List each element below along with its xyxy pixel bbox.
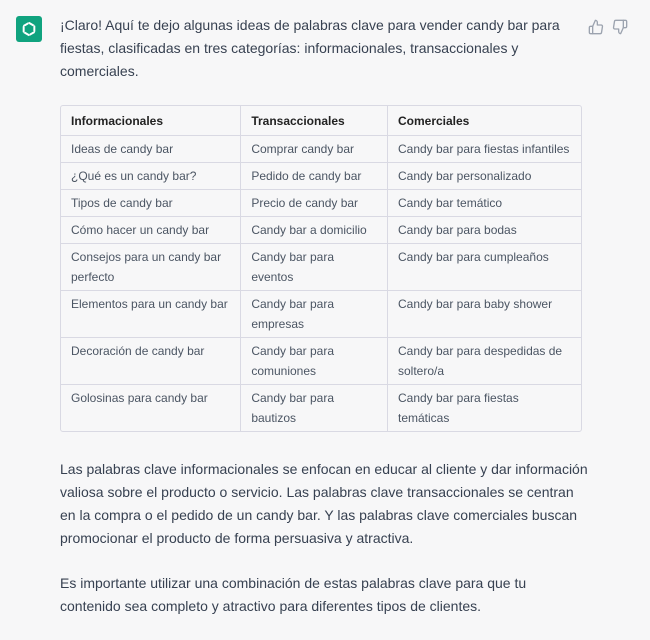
table-cell: Candy bar temático: [388, 190, 581, 217]
table-cell: Candy bar para despedidas de soltero/a: [388, 338, 581, 385]
table-cell: Candy bar para bodas: [388, 217, 581, 244]
table-row: [61, 136, 581, 163]
table-row: [61, 163, 581, 190]
table-cell: Elementos para un candy bar: [61, 291, 241, 338]
thumbs-down-icon[interactable]: [612, 19, 628, 35]
table-cell: Ideas de candy bar: [61, 136, 241, 163]
table-header: Comerciales: [388, 106, 581, 136]
table-cell: Candy bar personalizado: [388, 163, 581, 190]
table-cell: ¿Qué es un candy bar?: [61, 163, 241, 190]
table-cell: Candy bar para fiestas infantiles: [388, 136, 581, 163]
table-cell: Candy bar para cumpleaños: [388, 244, 581, 291]
table-row: [61, 291, 581, 338]
message-paragraph-2: Es importante utilizar una combinación de estas palabras clave para que tu contenido sea completo y atractivo para diferentes tipos de clientes.: [60, 575, 527, 614]
table-cell: Candy bar para eventos: [241, 244, 388, 291]
table-cell: Consejos para un candy bar perfecto: [61, 244, 241, 291]
table-row: [61, 190, 581, 217]
table-row: [61, 338, 581, 385]
feedback-buttons: [588, 19, 628, 35]
table-cell: Candy bar a domicilio: [241, 217, 388, 244]
message-intro: ¡Claro! Aquí te dejo algunas ideas de palabras clave para vender candy bar para fiestas, clasificadas en tres categorías: informacionales, transaccionales y comerciales.: [60, 17, 560, 79]
table-cell: Candy bar para fiestas temáticas: [397, 391, 519, 425]
table-cell: Pedido de candy bar: [241, 163, 388, 190]
table-row: [61, 385, 581, 431]
table-row: [61, 244, 581, 291]
assistant-avatar: [16, 16, 42, 42]
table-header-row: [61, 106, 581, 136]
table-row: [61, 217, 581, 244]
table-cell: Candy bar para baby shower: [388, 291, 581, 338]
table-cell: Candy bar para comuniones: [241, 338, 388, 385]
table-cell: Precio de candy bar: [241, 190, 388, 217]
keywords-table: [60, 105, 582, 432]
assistant-message: [60, 14, 590, 640]
table-cell: Candy bar para empresas: [241, 291, 388, 338]
table-cell: Cómo hacer un candy bar: [61, 217, 241, 244]
table-cell: Comprar candy bar: [241, 136, 388, 163]
table-header: Informacionales: [61, 106, 241, 136]
table-cell: Golosinas para candy bar: [61, 385, 241, 431]
openai-logo-icon: [20, 20, 38, 38]
table-cell: Candy bar para bautizos: [241, 385, 388, 431]
table-header: Transaccionales: [241, 106, 388, 136]
table-cell: Tipos de candy bar: [61, 190, 241, 217]
message-paragraph-1: Las palabras clave informacionales se enfocan en educar al cliente y dar información valiosa sobre el producto o servicio. Las palabras clave transaccionales se centran en la compra o el pedido de un candy bar. Y las palabras clave comerciales buscan promocionar el producto de forma persuasiva y atractiva.: [60, 461, 588, 546]
thumbs-up-icon[interactable]: [588, 19, 604, 35]
table-cell: Decoración de candy bar: [61, 338, 241, 385]
